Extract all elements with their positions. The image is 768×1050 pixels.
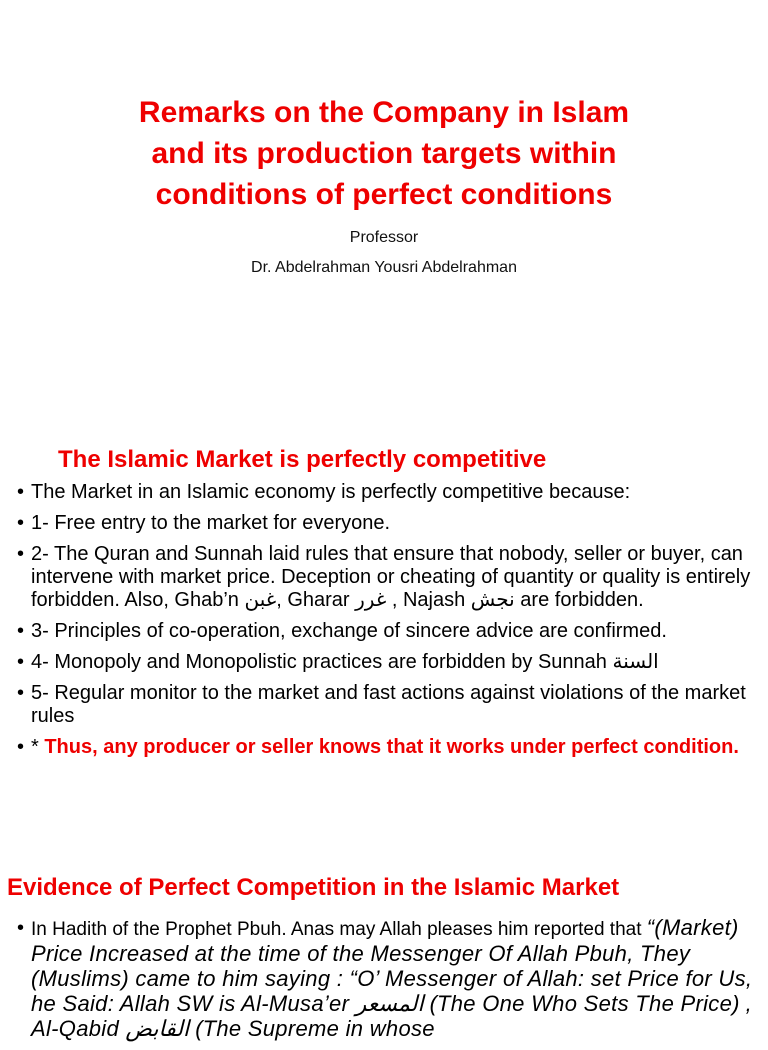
bullet-item: • The Market in an Islamic economy is perfectly competitive because:: [17, 481, 759, 504]
hadith-quote: “(Market) Price Increased at the time of the Messenger Of Allah Pbuh, They (Muslims) came to him saying : “O’ Messenger of Allah: set Price for Us, he Said: Allah SW is Al-Musa’er المسعر (The One Who Sets The Price) , Al-Qabid القابض (The Supreme in whose: [31, 915, 753, 1041]
bullet-item: • 1- Free entry to the market for everyone.: [17, 512, 759, 535]
slide-heading: Evidence of Perfect Competition in the Islamic Market: [7, 874, 620, 901]
title-line: and its production targets within: [151, 137, 617, 170]
evidence-slide: [0, 862, 768, 1041]
bullet-item-conclusion: [17, 736, 759, 759]
slide-heading: The Islamic Market is perfectly competitive: [58, 446, 547, 473]
bullet-item: • 5- Regular monitor to the market and fast actions against violations of the market rules: [17, 682, 759, 728]
bullet-item: • 3- Principles of co-operation, exchange of sincere advice are confirmed.: [17, 620, 759, 643]
bullet-prefix: *: [31, 736, 45, 758]
title-line: Remarks on the Company in Islam: [138, 96, 630, 129]
title-slide: [0, 0, 768, 420]
bullet-list: [17, 481, 759, 767]
author-name: Dr. Abdelrahman Yousri Abdelrahman: [251, 259, 517, 276]
author-role: Professor: [349, 229, 419, 246]
market-slide: [0, 432, 768, 852]
conclusion-text: Thus, any producer or seller knows that it works under perfect condition.: [44, 736, 739, 758]
hadith-intro: In Hadith of the Prophet Pbuh. Anas may Allah pleases him reported that: [31, 919, 647, 940]
title-line: conditions of perfect conditions: [155, 178, 613, 211]
bullet-item: • 2- The Quran and Sunnah laid rules that ensure that nobody, seller or buyer, can intervene with market price. Deception or cheating of quantity or quality is entirely forbidden. Also, Ghab’n غبن, Gharar غرر , Najash نجش are forbidden.: [17, 543, 759, 612]
bullet-item: • 4- Monopoly and Monopolistic practices are forbidden by Sunnah السنة: [17, 651, 759, 674]
bullet-list: [17, 916, 759, 1050]
hadith-bullet: [17, 916, 759, 1042]
presentation-title: [60, 92, 708, 215]
